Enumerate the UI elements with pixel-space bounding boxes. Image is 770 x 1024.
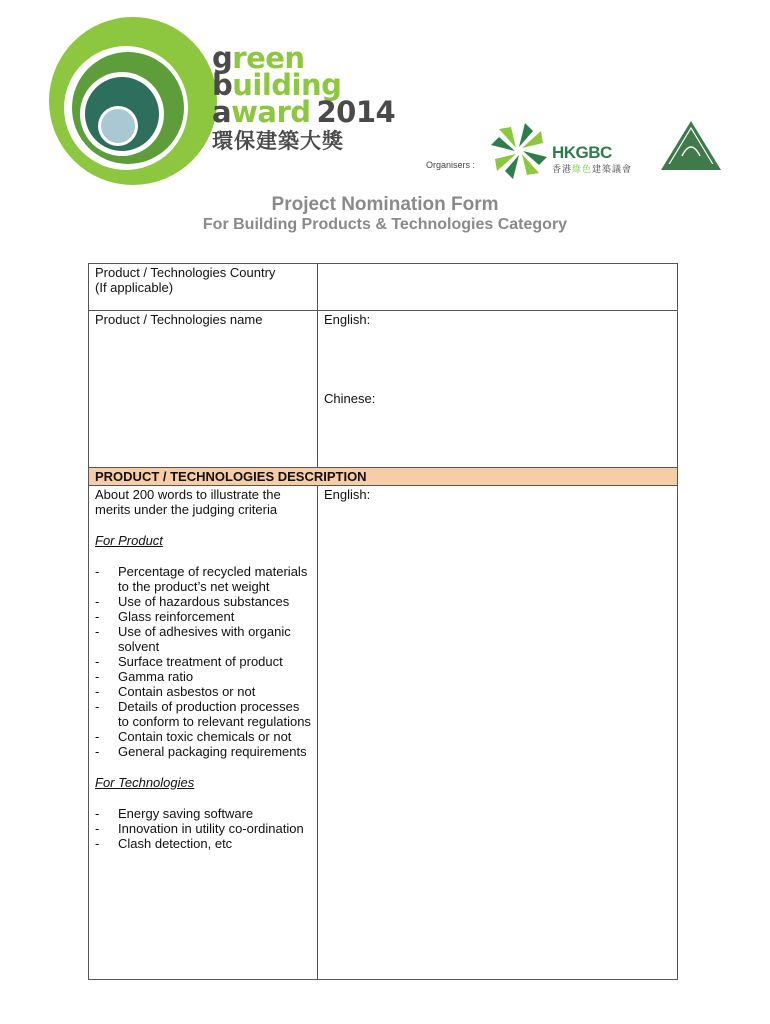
technologies-criteria-item-text: Clash detection, etc <box>118 836 233 851</box>
section-heading-row <box>89 468 677 485</box>
technologies-criteria-heading: For Technologies <box>95 775 195 790</box>
wordmark-building-rest: uilding <box>232 68 342 102</box>
section-heading: PRODUCT / TECHNOLOGIES DESCRIPTION <box>95 469 367 484</box>
description-intro-line1: About 200 words to illustrate the <box>95 487 281 502</box>
product-criteria-item-text: Contain toxic chemicals or not <box>118 729 292 744</box>
wordmark-year: 2014 <box>316 95 396 129</box>
wordmark-award <box>212 95 396 129</box>
product-criteria-item <box>95 594 311 609</box>
wordmark-chinese: 環保建築大獎 <box>212 129 344 153</box>
product-criteria-item <box>95 684 311 699</box>
nomination-form-table <box>88 263 678 980</box>
country-input-cell[interactable] <box>317 264 677 310</box>
product-criteria-item <box>95 729 311 744</box>
description-row <box>89 486 677 979</box>
wordmark-award-rest: ward <box>231 95 311 129</box>
dash-bullet: - <box>95 684 100 699</box>
hkgbc-chinese-b: 綠色 <box>572 164 593 174</box>
dash-bullet: - <box>95 624 100 639</box>
product-criteria-item-text: Use of adhesives with organic solvent <box>118 624 291 654</box>
dash-bullet: - <box>95 669 100 684</box>
technologies-criteria-list <box>95 806 311 851</box>
technologies-criteria-item <box>95 836 311 851</box>
dash-bullet: - <box>95 699 100 714</box>
product-criteria-item <box>95 624 311 654</box>
description-criteria-cell <box>89 486 317 979</box>
country-label-line2: (If applicable) <box>95 280 174 295</box>
dash-bullet: - <box>95 729 100 744</box>
product-criteria-item-text: Surface treatment of product <box>118 654 283 669</box>
product-criteria-item <box>95 654 311 669</box>
name-label-cell <box>89 311 317 467</box>
description-intro-line2: merits under the judging criteria <box>95 502 278 517</box>
product-criteria-item <box>95 564 311 594</box>
page-title: Project Nomination Form <box>271 194 499 215</box>
dash-bullet: - <box>95 594 100 609</box>
product-criteria-item-text: Glass reinforcement <box>118 609 235 624</box>
dash-bullet: - <box>95 609 100 624</box>
dash-bullet: - <box>95 806 100 821</box>
name-label: Product / Technologies name <box>95 312 263 327</box>
product-criteria-item <box>95 609 311 624</box>
hkgbc-chinese-a: 香港 <box>552 164 573 174</box>
wordmark-building-initial: b <box>212 68 233 102</box>
wordmark-green-initial: g <box>212 41 233 75</box>
product-criteria-item-text: General packaging requirements <box>118 744 307 759</box>
description-input-cell[interactable] <box>317 486 677 979</box>
product-criteria-item-text: Details of production processes to conform to relevant regulations <box>118 699 311 729</box>
hkgbc-pinwheel-icon <box>486 118 552 184</box>
hkgbc-chinese-c: 建築議會 <box>592 164 633 174</box>
product-criteria-item <box>95 744 311 759</box>
technologies-criteria-item-text: Innovation in utility co-ordination <box>118 821 304 836</box>
product-criteria-item <box>95 699 311 729</box>
country-row <box>89 264 677 310</box>
name-input-cell[interactable] <box>317 311 677 467</box>
dash-bullet: - <box>95 654 100 669</box>
name-english-label: English: <box>324 312 371 327</box>
dash-bullet: - <box>95 836 100 851</box>
product-criteria-heading: For Product <box>95 533 163 548</box>
organisers-label: Organisers : <box>426 160 476 170</box>
dash-bullet: - <box>95 821 100 836</box>
name-chinese-label: Chinese: <box>324 391 376 406</box>
green-building-award-wordmark <box>212 41 396 153</box>
description-english-label: English: <box>324 487 371 502</box>
country-label-cell <box>89 264 317 310</box>
product-criteria-item-text: Contain asbestos or not <box>118 684 256 699</box>
hkgbc-chinese-name <box>552 162 632 175</box>
technologies-criteria-item-text: Energy saving software <box>118 806 254 821</box>
wordmark-building <box>212 68 395 102</box>
green-building-award-emblem <box>48 16 218 186</box>
technologies-criteria-item <box>95 821 311 836</box>
wordmark-green <box>212 41 395 75</box>
product-criteria-item <box>95 669 311 684</box>
wordmark-award-initial: a <box>212 95 232 129</box>
name-row <box>89 311 677 467</box>
product-criteria-list <box>95 564 311 759</box>
dash-bullet: - <box>95 744 100 759</box>
page-subtitle: For Building Products & Technologies Category <box>202 216 568 233</box>
wordmark-green-rest: reen <box>232 41 305 75</box>
dash-bullet: - <box>95 564 100 579</box>
product-criteria-item-text: Use of hazardous substances <box>118 594 290 609</box>
technologies-criteria-item <box>95 806 311 821</box>
product-criteria-item-text: Percentage of recycled materials to the product’s net weight <box>118 564 308 594</box>
pgbc-logo <box>660 120 722 172</box>
country-label-line1: Product / Technologies Country <box>95 265 276 280</box>
hkgbc-name: HKGBC <box>552 143 612 162</box>
product-criteria-item-text: Gamma ratio <box>118 669 194 684</box>
